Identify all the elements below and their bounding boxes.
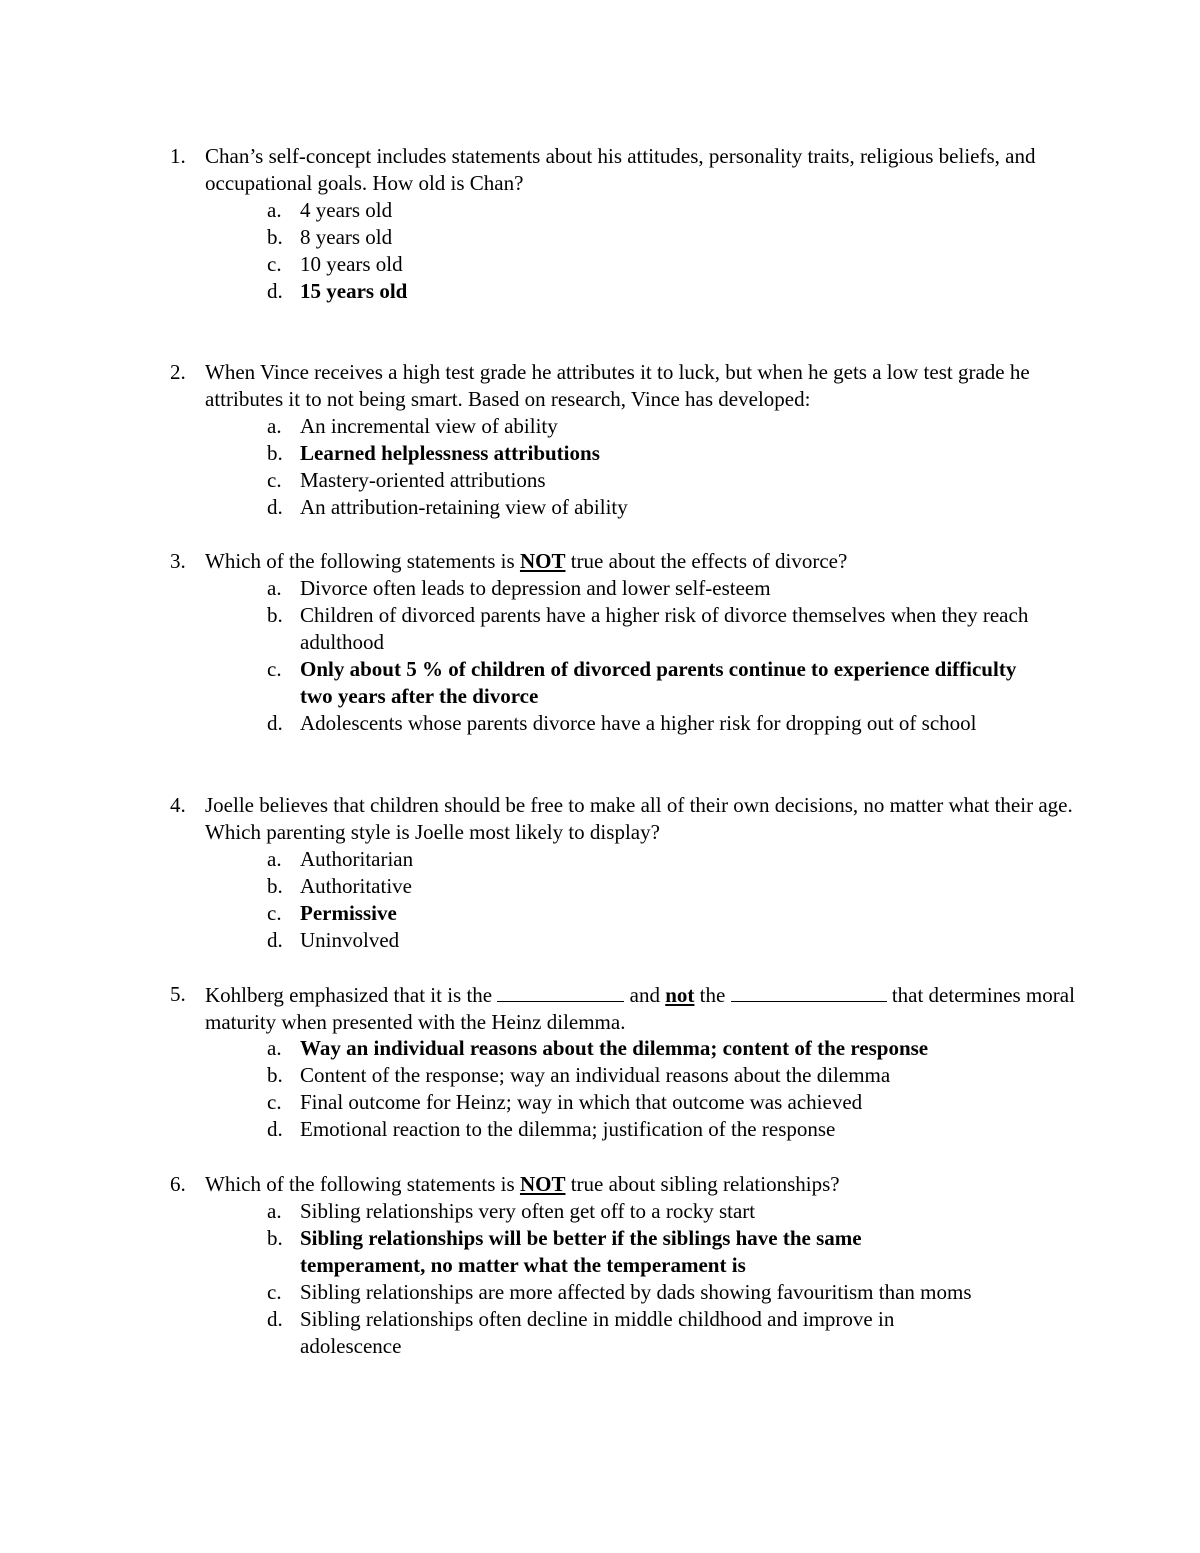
option-a xyxy=(0,197,1200,224)
question-text-before: Which of the following statements is xyxy=(205,1172,520,1196)
option-c xyxy=(0,1279,1200,1306)
option-text: Emotional reaction to the dilemma; justification of the response xyxy=(300,1117,836,1141)
option-letter: c. xyxy=(267,657,282,681)
option-letter: a. xyxy=(267,847,282,871)
question-text-part-1: Kohlberg emphasized that it is the xyxy=(205,983,498,1007)
option-c xyxy=(0,467,1200,494)
fill-in-blank-2 xyxy=(731,981,887,1002)
option-d xyxy=(0,927,1200,954)
option-c xyxy=(0,656,1200,710)
question-number: 2. xyxy=(170,360,186,384)
option-text: 4 years old xyxy=(300,198,393,222)
option-a xyxy=(0,1198,1200,1225)
option-letter: a. xyxy=(267,1036,282,1060)
question-text-part-4: that determines moral maturity when presented with the Heinz dilemma. xyxy=(205,983,1075,1034)
option-letter: b. xyxy=(267,1063,283,1087)
option-c xyxy=(0,1089,1200,1116)
question-text xyxy=(205,548,1075,575)
option-letter: d. xyxy=(267,711,283,735)
option-text: Authoritative xyxy=(300,874,412,898)
option-letter: d. xyxy=(267,279,283,303)
option-letter: b. xyxy=(267,874,283,898)
option-text: 8 years old xyxy=(300,225,393,249)
emphasis-not: NOT xyxy=(519,1172,566,1196)
option-text: Content of the response; way an individual reasons about the dilemma xyxy=(300,1063,891,1087)
option-letter: a. xyxy=(267,198,282,222)
emphasis-not: NOT xyxy=(519,549,566,573)
option-letter: c. xyxy=(267,252,282,276)
option-a xyxy=(0,413,1200,440)
option-b xyxy=(0,873,1200,900)
option-a xyxy=(0,575,1200,602)
option-text: 10 years old xyxy=(300,252,403,276)
correct-answer-text: 15 years old xyxy=(300,279,408,303)
option-letter: a. xyxy=(267,414,282,438)
option-b xyxy=(0,440,1200,467)
question-text: Chan’s self-concept includes statements about his attitudes, personality traits, religious beliefs, and occupational goals. How old is Chan? xyxy=(205,144,1036,195)
option-d xyxy=(0,1116,1200,1143)
option-d xyxy=(0,1306,1200,1360)
option-text: Mastery-oriented attributions xyxy=(300,468,546,492)
question-text xyxy=(205,1171,1075,1198)
option-text: An attribution-retaining view of ability xyxy=(300,495,628,519)
option-list xyxy=(0,846,1200,954)
option-text: Uninvolved xyxy=(300,928,400,952)
correct-answer-text: Sibling relationships will be better if the siblings have the same temperament, no matter what the temperament is xyxy=(300,1226,862,1277)
emphasis-not: not xyxy=(665,983,695,1007)
option-letter: c. xyxy=(267,901,282,925)
option-letter: d. xyxy=(267,495,283,519)
option-letter: d. xyxy=(267,1307,283,1331)
option-text: Final outcome for Heinz; way in which that outcome was achieved xyxy=(300,1090,863,1114)
correct-answer-text: Only about 5 % of children of divorced parents continue to experience difficulty two years after the divorce xyxy=(300,657,1017,708)
question-number: 1. xyxy=(170,144,186,168)
option-text: Authoritarian xyxy=(300,847,414,871)
option-b xyxy=(0,602,1200,656)
option-c xyxy=(0,251,1200,278)
option-letter: b. xyxy=(267,225,283,249)
correct-answer-text: Permissive xyxy=(300,901,397,925)
option-letter: b. xyxy=(267,603,283,627)
option-text: Sibling relationships very often get off to a rocky start xyxy=(300,1199,756,1223)
option-list xyxy=(0,413,1200,521)
question-number: 6. xyxy=(170,1172,186,1196)
question-text-after: true about sibling relationships? xyxy=(565,1172,840,1196)
option-text: Children of divorced parents have a higher risk of divorce themselves when they reach adulthood xyxy=(300,603,1029,654)
option-letter: b. xyxy=(267,1226,283,1250)
option-text: Divorce often leads to depression and lower self-esteem xyxy=(300,576,771,600)
option-list xyxy=(0,575,1200,737)
question-text-part-2: and xyxy=(624,983,666,1007)
option-a xyxy=(0,846,1200,873)
question-text-part-3: the xyxy=(694,983,731,1007)
option-letter: c. xyxy=(267,468,282,492)
option-b xyxy=(0,224,1200,251)
option-list xyxy=(0,1198,1200,1360)
option-d xyxy=(0,710,1200,737)
correct-answer-text: Learned helplessness attributions xyxy=(300,441,600,465)
question-text xyxy=(205,981,1075,1036)
option-d xyxy=(0,278,1200,305)
fill-in-blank-1 xyxy=(497,981,624,1002)
question-number: 3. xyxy=(170,549,186,573)
option-letter: a. xyxy=(267,1199,282,1223)
correct-answer-text: Way an individual reasons about the dilemma; content of the response xyxy=(300,1036,929,1060)
option-letter: a. xyxy=(267,576,282,600)
option-letter: b. xyxy=(267,441,283,465)
question-text: Joelle believes that children should be free to make all of their own decisions, no matter what their age. Which parenting style is Joelle most likely to display? xyxy=(205,793,1073,844)
option-c xyxy=(0,900,1200,927)
question-number: 4. xyxy=(170,793,186,817)
option-a xyxy=(0,1035,1200,1062)
option-text: Sibling relationships are more affected by dads showing favouritism than moms xyxy=(300,1280,972,1304)
question-number: 5. xyxy=(170,982,186,1006)
question-text-after: true about the effects of divorce? xyxy=(565,549,848,573)
question-text-before: Which of the following statements is xyxy=(205,549,520,573)
option-letter: c. xyxy=(267,1090,282,1114)
option-text: Adolescents whose parents divorce have a higher risk for dropping out of school xyxy=(300,711,977,735)
option-list xyxy=(0,197,1200,305)
option-b xyxy=(0,1225,1200,1279)
question-text: When Vince receives a high test grade he attributes it to luck, but when he gets a low test grade he attributes it to not being smart. Based on research, Vince has developed: xyxy=(205,360,1030,411)
option-d xyxy=(0,494,1200,521)
option-letter: c. xyxy=(267,1280,282,1304)
option-list xyxy=(0,1035,1200,1143)
option-text: Sibling relationships often decline in middle childhood and improve in adolescence xyxy=(300,1307,895,1358)
option-b xyxy=(0,1062,1200,1089)
option-text: An incremental view of ability xyxy=(300,414,558,438)
option-letter: d. xyxy=(267,928,283,952)
option-letter: d. xyxy=(267,1117,283,1141)
